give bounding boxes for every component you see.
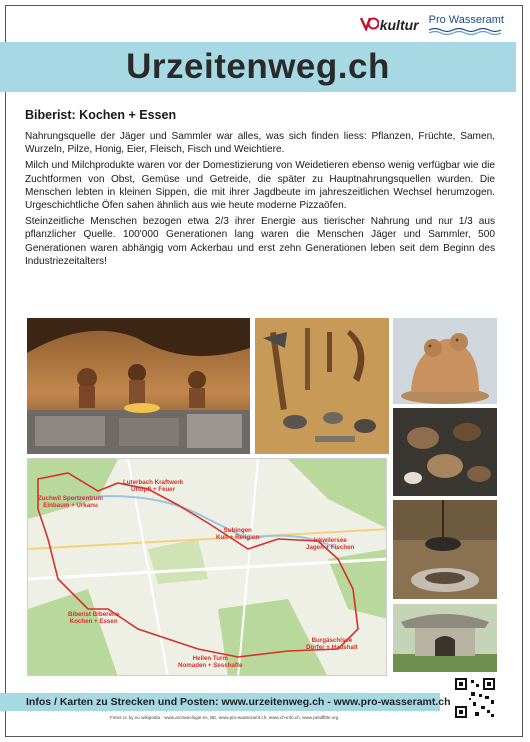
map-label-heinrichs: Hellen Turm Nomaden + Sesshafte xyxy=(178,655,243,669)
header-logos xyxy=(359,14,504,35)
map-label-burgaeschisee: Burgäschisee Dörfer + Haushalt xyxy=(306,637,358,651)
vkultur-logo-icon xyxy=(359,15,379,35)
photo-stone-oven xyxy=(393,604,497,672)
kultur-logo-text: kultur xyxy=(379,16,419,33)
prowasseramt-logo-text: Pro Wasseramt xyxy=(428,14,504,26)
prowasseramt-logo xyxy=(429,14,504,35)
paragraph-3: Steinzeitliche Menschen bezogen etwa 2/3 ihrer Energie aus tierischer Nahrung und nur 1/3 aus pflanzlicher Quelle. 100'000 Generationen lang waren die Menschen Jäger und Sammler, 500 Generationen waren abhängig vom Ackerbau und erst zehn Generationen leben seit dem Beginn des Industriezeitalters! xyxy=(25,216,495,267)
body-text xyxy=(25,130,495,271)
map-label-inkwilersee: Inkwilersee Jagen + Fischen xyxy=(306,537,355,551)
photo-cave-diorama xyxy=(27,318,250,454)
map-label-subingen: Subingen Kult + Religion xyxy=(216,527,260,541)
map-label-luterbach: Luterbach Kraftwerk Urtöpfi + Feuer xyxy=(123,479,184,493)
paragraph-1: Nahrungsquelle der Jäger und Sammler war alles, was sich finden liess: Pflanzen, Früchte, Samen, Wurzeln, Pilze, Honig, Eier, Fleisch, Fisch und Weichtiere. xyxy=(25,131,495,156)
map-label-zuchwil: Zuchwil Sportzentrum Einbaum + Urkanu xyxy=(38,495,103,509)
title-banner xyxy=(0,42,516,92)
footer-info: Infos / Karten zu Strecken und Posten: www.urzeitenweg.ch - www.pro-wasseramt.ch xyxy=(26,696,451,708)
qr-code-icon[interactable] xyxy=(453,676,497,720)
photo-cooking-hearth xyxy=(393,500,497,599)
page-title: Urzeitenweg.ch xyxy=(126,47,390,86)
wave-icon xyxy=(429,27,503,35)
section-subtitle: Biberist: Kochen + Essen xyxy=(25,108,177,122)
paragraph-2: Milch und Milchprodukte waren vor der Domestizierung von Weidetieren ebenso wenig verfügbar wie die Zuchtformen von Obst, Gemüse und Getreide, die später zu Hauptnahrungsquellen wurden. Die Menschen lebten in kleinen Sippen, die mit ihrer Jagdbeute im jahreszeitlichen Wechsel herumzogen. Urgeschichtliche Öfen sahen ähnlich aus wie heute moderne Pizzaöfen. xyxy=(25,160,495,212)
photo-stone-tools xyxy=(255,318,389,454)
photo-clay-figure xyxy=(393,318,497,404)
route-map xyxy=(27,458,387,676)
photo-credits: Fotos cc by no wikipedia · www.archaeologie.so, BE, www.pro-wasseramt.ch, www.ch-info.ch, www.pelaffitte.org xyxy=(110,715,339,720)
photo-pottery-bowls xyxy=(393,408,497,496)
kultur-logo xyxy=(359,15,419,35)
map-label-biberist: Biberist Biberena Kochen + Essen xyxy=(68,611,120,625)
